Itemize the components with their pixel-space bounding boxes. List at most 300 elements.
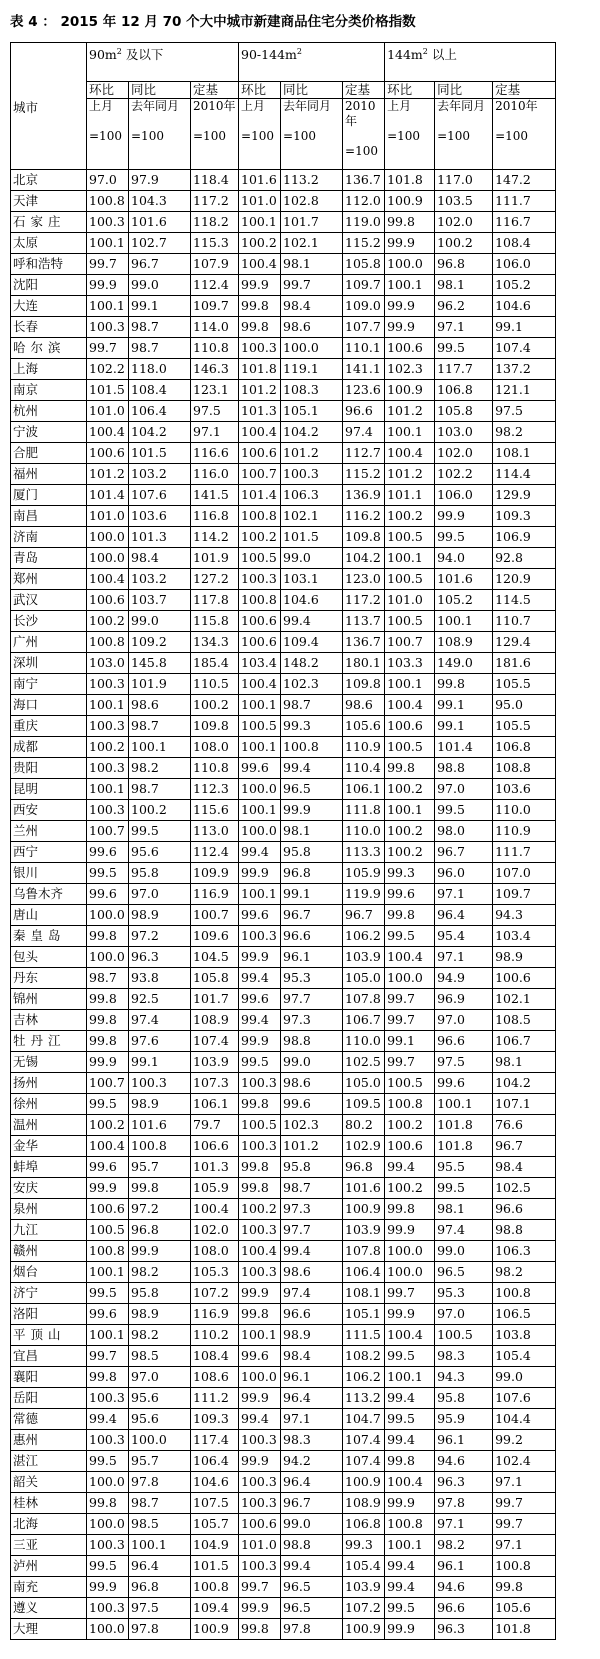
value-cell: 99.7 bbox=[385, 989, 435, 1010]
city-cell: 宁波 bbox=[11, 422, 87, 443]
city-cell: 福州 bbox=[11, 464, 87, 485]
value-cell: 99.7 bbox=[493, 1493, 556, 1514]
value-cell: 100.1 bbox=[239, 212, 281, 233]
value-cell: 92.8 bbox=[493, 548, 556, 569]
value-cell: 100.5 bbox=[239, 716, 281, 737]
value-cell: 107.3 bbox=[191, 1073, 239, 1094]
table-row bbox=[11, 275, 556, 296]
value-cell: 99.4 bbox=[239, 1409, 281, 1430]
value-cell: 101.6 bbox=[435, 569, 493, 590]
value-cell: 101.2 bbox=[239, 380, 281, 401]
value-cell: 107.2 bbox=[191, 1283, 239, 1304]
value-cell: 97.1 bbox=[435, 947, 493, 968]
value-cell: 102.7 bbox=[129, 233, 191, 254]
value-cell: 100.0 bbox=[87, 905, 129, 926]
value-cell: 97.1 bbox=[435, 1514, 493, 1535]
base-basis-header bbox=[191, 99, 239, 170]
value-cell: 95.7 bbox=[129, 1451, 191, 1472]
value-cell: 100.2 bbox=[87, 611, 129, 632]
table-row bbox=[11, 1136, 556, 1157]
value-cell: 110.1 bbox=[343, 338, 385, 359]
value-cell: 102.3 bbox=[281, 674, 343, 695]
value-cell: 104.9 bbox=[191, 1535, 239, 1556]
value-cell: 102.2 bbox=[87, 359, 129, 380]
value-cell: 113.7 bbox=[343, 611, 385, 632]
city-cell: 宜昌 bbox=[11, 1346, 87, 1367]
value-cell: 100.7 bbox=[87, 821, 129, 842]
table-row bbox=[11, 1262, 556, 1283]
value-cell: 99.9 bbox=[435, 506, 493, 527]
value-cell: 97.4 bbox=[343, 422, 385, 443]
value-cell: 95.6 bbox=[129, 1388, 191, 1409]
value-cell: 100.3 bbox=[239, 1493, 281, 1514]
value-cell: 110.8 bbox=[191, 338, 239, 359]
value-cell: 103.2 bbox=[129, 569, 191, 590]
value-cell: 98.3 bbox=[281, 1430, 343, 1451]
yoy-basis-header bbox=[281, 99, 343, 170]
value-cell: 109.5 bbox=[343, 1094, 385, 1115]
value-cell: 96.3 bbox=[435, 1472, 493, 1493]
value-cell: 119.9 bbox=[343, 884, 385, 905]
value-cell: 103.8 bbox=[493, 1325, 556, 1346]
value-cell: 100.1 bbox=[87, 779, 129, 800]
value-cell: 95.4 bbox=[435, 926, 493, 947]
value-cell: 99.5 bbox=[435, 527, 493, 548]
value-cell: 106.4 bbox=[129, 401, 191, 422]
value-cell: 97.0 bbox=[435, 779, 493, 800]
value-cell: 103.1 bbox=[281, 569, 343, 590]
value-cell: 98.2 bbox=[129, 1262, 191, 1283]
value-cell: 94.2 bbox=[281, 1451, 343, 1472]
table-row bbox=[11, 359, 556, 380]
value-cell: 100.5 bbox=[385, 527, 435, 548]
value-cell: 100.3 bbox=[239, 1262, 281, 1283]
value-cell: 100.8 bbox=[385, 1514, 435, 1535]
value-cell: 96.4 bbox=[281, 1472, 343, 1493]
city-cell: 韶关 bbox=[11, 1472, 87, 1493]
value-cell: 100.4 bbox=[87, 1136, 129, 1157]
value-cell: 141.1 bbox=[343, 359, 385, 380]
value-cell: 108.0 bbox=[191, 1241, 239, 1262]
value-cell: 100.0 bbox=[87, 548, 129, 569]
table-row bbox=[11, 1220, 556, 1241]
value-cell: 101.9 bbox=[191, 548, 239, 569]
value-cell: 114.2 bbox=[191, 527, 239, 548]
value-cell: 99.5 bbox=[87, 1283, 129, 1304]
value-cell: 96.7 bbox=[435, 842, 493, 863]
value-cell: 102.1 bbox=[281, 506, 343, 527]
value-cell: 98.1 bbox=[493, 1052, 556, 1073]
value-cell: 104.6 bbox=[281, 590, 343, 611]
value-cell: 100.2 bbox=[385, 1115, 435, 1136]
value-cell: 107.8 bbox=[343, 1241, 385, 1262]
value-cell: 108.8 bbox=[493, 758, 556, 779]
value-cell: 100.8 bbox=[87, 632, 129, 653]
value-cell: 100.0 bbox=[281, 338, 343, 359]
header-row-groups bbox=[11, 43, 556, 82]
value-cell: 99.6 bbox=[281, 1094, 343, 1115]
value-cell: 98.2 bbox=[435, 1535, 493, 1556]
value-cell: 109.3 bbox=[191, 1409, 239, 1430]
city-cell: 深圳 bbox=[11, 653, 87, 674]
value-cell: 115.2 bbox=[343, 464, 385, 485]
table-row bbox=[11, 548, 556, 569]
city-cell: 烟台 bbox=[11, 1262, 87, 1283]
value-cell: 97.8 bbox=[435, 1493, 493, 1514]
value-cell: 99.5 bbox=[385, 1346, 435, 1367]
city-cell: 天津 bbox=[11, 191, 87, 212]
value-cell: 101.0 bbox=[239, 191, 281, 212]
value-cell: 96.8 bbox=[129, 1220, 191, 1241]
city-cell: 常德 bbox=[11, 1409, 87, 1430]
value-cell: 100.5 bbox=[385, 737, 435, 758]
value-cell: 96.1 bbox=[435, 1430, 493, 1451]
value-cell: 100.1 bbox=[239, 884, 281, 905]
value-cell: 97.6 bbox=[129, 1031, 191, 1052]
value-cell: 98.6 bbox=[281, 1262, 343, 1283]
value-cell: 100.5 bbox=[385, 1073, 435, 1094]
table-row bbox=[11, 401, 556, 422]
value-cell: 100.6 bbox=[385, 1136, 435, 1157]
value-cell: 116.7 bbox=[493, 212, 556, 233]
table-row bbox=[11, 338, 556, 359]
value-cell: 100.4 bbox=[239, 1241, 281, 1262]
table-row bbox=[11, 1577, 556, 1598]
city-cell: 广州 bbox=[11, 632, 87, 653]
value-cell: 100.1 bbox=[129, 1535, 191, 1556]
value-cell: 100.1 bbox=[239, 737, 281, 758]
value-cell: 103.5 bbox=[435, 191, 493, 212]
value-cell: 80.2 bbox=[343, 1115, 385, 1136]
value-cell: 95.6 bbox=[129, 842, 191, 863]
value-cell: 100.3 bbox=[239, 569, 281, 590]
value-cell: 99.7 bbox=[87, 254, 129, 275]
value-cell: 103.0 bbox=[87, 653, 129, 674]
table-row bbox=[11, 716, 556, 737]
value-cell: 136.7 bbox=[343, 632, 385, 653]
value-cell: 99.7 bbox=[493, 1514, 556, 1535]
value-cell: 141.5 bbox=[191, 485, 239, 506]
value-cell: 99.9 bbox=[239, 275, 281, 296]
value-cell: 101.8 bbox=[435, 1115, 493, 1136]
page-title: 表 4 ： 2015 年 12 月 70 个大中城市新建商品住宅分类价格指数 bbox=[10, 14, 416, 30]
value-cell: 97.1 bbox=[435, 317, 493, 338]
group-header-large: $144m^2$ 以上 bbox=[385, 43, 556, 82]
table-row bbox=[11, 821, 556, 842]
city-cell: 唐山 bbox=[11, 905, 87, 926]
value-cell: 100.0 bbox=[87, 1619, 129, 1640]
value-cell: 106.8 bbox=[493, 737, 556, 758]
value-cell: 98.7 bbox=[281, 1178, 343, 1199]
table-row bbox=[11, 632, 556, 653]
value-cell: 100.9 bbox=[343, 1619, 385, 1640]
value-cell: 105.4 bbox=[343, 1556, 385, 1577]
value-cell: 108.6 bbox=[191, 1367, 239, 1388]
value-cell: 95.8 bbox=[435, 1388, 493, 1409]
group-header-medium: $90-144m^2$ bbox=[239, 43, 385, 82]
value-cell: 112.7 bbox=[343, 443, 385, 464]
value-cell: 98.4 bbox=[493, 1157, 556, 1178]
value-cell: 96.7 bbox=[343, 905, 385, 926]
value-cell: 96.0 bbox=[435, 863, 493, 884]
value-cell: 105.7 bbox=[191, 1514, 239, 1535]
city-cell: 桂林 bbox=[11, 1493, 87, 1514]
city-cell: 大理 bbox=[11, 1619, 87, 1640]
table-row bbox=[11, 674, 556, 695]
value-cell: 99.8 bbox=[87, 1367, 129, 1388]
value-cell: 93.8 bbox=[129, 968, 191, 989]
value-cell: 100.5 bbox=[435, 1325, 493, 1346]
value-cell: 100.2 bbox=[87, 737, 129, 758]
city-cell: 平顶山 bbox=[11, 1325, 87, 1346]
value-cell: 98.1 bbox=[435, 1199, 493, 1220]
value-cell: 100.9 bbox=[191, 1619, 239, 1640]
value-cell: 105.1 bbox=[281, 401, 343, 422]
value-cell: 98.9 bbox=[493, 947, 556, 968]
value-cell: 99.3 bbox=[385, 863, 435, 884]
value-cell: 101.0 bbox=[385, 590, 435, 611]
city-cell: 成都 bbox=[11, 737, 87, 758]
value-cell: 101.6 bbox=[343, 1178, 385, 1199]
value-cell: 113.0 bbox=[191, 821, 239, 842]
value-cell: 109.8 bbox=[191, 716, 239, 737]
value-cell: 104.7 bbox=[343, 1409, 385, 1430]
value-cell: 98.9 bbox=[281, 1325, 343, 1346]
value-cell: 100.7 bbox=[239, 464, 281, 485]
value-cell: 100.1 bbox=[87, 695, 129, 716]
value-cell: 101.9 bbox=[129, 674, 191, 695]
value-cell: 99.8 bbox=[385, 1451, 435, 1472]
value-cell: 99.5 bbox=[385, 1409, 435, 1430]
value-cell: 79.7 bbox=[191, 1115, 239, 1136]
value-cell: 100.7 bbox=[191, 905, 239, 926]
value-cell: 100.0 bbox=[385, 254, 435, 275]
value-cell: 100.2 bbox=[239, 527, 281, 548]
value-cell: 104.5 bbox=[191, 947, 239, 968]
value-cell: 99.6 bbox=[239, 905, 281, 926]
table-row bbox=[11, 1010, 556, 1031]
value-cell: 115.2 bbox=[343, 233, 385, 254]
city-cell: 泸州 bbox=[11, 1556, 87, 1577]
value-cell: 116.2 bbox=[343, 506, 385, 527]
table-row bbox=[11, 1472, 556, 1493]
value-cell: 99.9 bbox=[239, 1283, 281, 1304]
value-cell: 99.3 bbox=[343, 1535, 385, 1556]
value-cell: 99.7 bbox=[385, 1010, 435, 1031]
value-cell: 100.1 bbox=[239, 695, 281, 716]
basis-label: 2010年 bbox=[495, 99, 538, 113]
value-cell: 99.8 bbox=[239, 1157, 281, 1178]
value-cell: 99.8 bbox=[239, 1178, 281, 1199]
value-cell: 95.5 bbox=[435, 1157, 493, 1178]
value-cell: 109.4 bbox=[281, 632, 343, 653]
value-cell: 105.8 bbox=[343, 254, 385, 275]
value-cell: 97.4 bbox=[435, 1220, 493, 1241]
value-cell: 99.9 bbox=[239, 1598, 281, 1619]
table-row bbox=[11, 422, 556, 443]
value-cell: 104.4 bbox=[493, 1409, 556, 1430]
value-cell: 99.4 bbox=[281, 1556, 343, 1577]
value-cell: 103.6 bbox=[129, 506, 191, 527]
city-cell: 大连 bbox=[11, 296, 87, 317]
value-cell: 107.4 bbox=[493, 338, 556, 359]
value-cell: 99.3 bbox=[281, 716, 343, 737]
value-cell: 99.5 bbox=[435, 1178, 493, 1199]
value-cell: 103.2 bbox=[129, 464, 191, 485]
value-cell: 109.8 bbox=[343, 527, 385, 548]
value-cell: 99.9 bbox=[129, 1241, 191, 1262]
table-row bbox=[11, 380, 556, 401]
value-cell: 96.9 bbox=[435, 989, 493, 1010]
value-cell: 101.3 bbox=[191, 1157, 239, 1178]
value-cell: 112.4 bbox=[191, 275, 239, 296]
value-cell: 106.8 bbox=[435, 380, 493, 401]
table-row bbox=[11, 737, 556, 758]
value-cell: 102.0 bbox=[435, 212, 493, 233]
value-cell: 100.3 bbox=[129, 1073, 191, 1094]
value-cell: 99.8 bbox=[385, 905, 435, 926]
value-cell: 105.4 bbox=[493, 1346, 556, 1367]
value-cell: 97.8 bbox=[281, 1619, 343, 1640]
value-cell: 100.2 bbox=[385, 842, 435, 863]
value-cell: 100.1 bbox=[385, 422, 435, 443]
value-cell: 100.6 bbox=[239, 1514, 281, 1535]
value-cell: 100.6 bbox=[493, 968, 556, 989]
value-cell: 99.8 bbox=[239, 1304, 281, 1325]
table-row bbox=[11, 485, 556, 506]
value-cell: 99.6 bbox=[239, 1346, 281, 1367]
table-row bbox=[11, 779, 556, 800]
value-cell: 101.2 bbox=[385, 464, 435, 485]
value-cell: 104.3 bbox=[129, 191, 191, 212]
value-cell: 100.3 bbox=[239, 1430, 281, 1451]
value-cell: 98.4 bbox=[281, 1346, 343, 1367]
value-cell: 103.9 bbox=[343, 947, 385, 968]
table-row bbox=[11, 947, 556, 968]
value-cell: 99.4 bbox=[385, 1157, 435, 1178]
table-row bbox=[11, 1073, 556, 1094]
value-cell: 101.0 bbox=[87, 506, 129, 527]
value-cell: 180.1 bbox=[343, 653, 385, 674]
table-row bbox=[11, 842, 556, 863]
city-cell: 徐州 bbox=[11, 1094, 87, 1115]
city-cell: 石家庄 bbox=[11, 212, 87, 233]
value-cell: 97.0 bbox=[435, 1010, 493, 1031]
value-cell: 101.0 bbox=[239, 1535, 281, 1556]
basis-label: 去年同月 bbox=[283, 99, 332, 113]
value-cell: 101.2 bbox=[281, 1136, 343, 1157]
value-cell: 99.1 bbox=[129, 296, 191, 317]
value-cell: 113.2 bbox=[281, 170, 343, 191]
table-row bbox=[11, 905, 556, 926]
value-cell: 101.5 bbox=[191, 1556, 239, 1577]
value-cell: 103.4 bbox=[493, 926, 556, 947]
yoy-header: 同比 bbox=[281, 82, 343, 99]
value-cell: 100.3 bbox=[281, 464, 343, 485]
header-row-basis bbox=[11, 99, 556, 170]
table-row bbox=[11, 884, 556, 905]
value-cell: 98.7 bbox=[129, 338, 191, 359]
value-cell: 119.1 bbox=[281, 359, 343, 380]
city-cell: 南充 bbox=[11, 1577, 87, 1598]
value-cell: 99.6 bbox=[385, 884, 435, 905]
value-cell: 97.5 bbox=[435, 1052, 493, 1073]
value-cell: 99.5 bbox=[87, 1451, 129, 1472]
value-cell: 102.5 bbox=[343, 1052, 385, 1073]
value-cell: 100.1 bbox=[87, 1325, 129, 1346]
value-cell: 95.3 bbox=[435, 1283, 493, 1304]
table-row bbox=[11, 1451, 556, 1472]
base-header: 定基 bbox=[493, 82, 556, 99]
value-cell: 101.2 bbox=[87, 464, 129, 485]
table-row bbox=[11, 1346, 556, 1367]
value-cell: 99.9 bbox=[239, 947, 281, 968]
value-cell: 97.4 bbox=[129, 1010, 191, 1031]
value-cell: 108.5 bbox=[493, 1010, 556, 1031]
value-cell: 100.1 bbox=[385, 1367, 435, 1388]
value-cell: 100.0 bbox=[385, 968, 435, 989]
value-cell: 106.2 bbox=[343, 1367, 385, 1388]
value-cell: 94.0 bbox=[435, 548, 493, 569]
value-cell: 102.2 bbox=[435, 464, 493, 485]
value-cell: 106.8 bbox=[343, 1514, 385, 1535]
city-cell: 上海 bbox=[11, 359, 87, 380]
value-cell: 96.4 bbox=[281, 1388, 343, 1409]
value-cell: 100.3 bbox=[87, 1598, 129, 1619]
value-cell: 99.9 bbox=[281, 800, 343, 821]
value-cell: 101.5 bbox=[129, 443, 191, 464]
value-cell: 116.6 bbox=[191, 443, 239, 464]
value-cell: 97.3 bbox=[281, 1010, 343, 1031]
value-cell: 110.9 bbox=[343, 737, 385, 758]
city-cell: 济宁 bbox=[11, 1283, 87, 1304]
value-cell: 108.4 bbox=[493, 233, 556, 254]
value-cell: 100.6 bbox=[385, 716, 435, 737]
basis-label: 上月 bbox=[387, 99, 412, 113]
value-cell: 98.8 bbox=[435, 758, 493, 779]
value-cell: 107.5 bbox=[191, 1493, 239, 1514]
value-cell: 100.3 bbox=[87, 1388, 129, 1409]
value-cell: 98.8 bbox=[281, 1031, 343, 1052]
value-cell: 99.8 bbox=[239, 317, 281, 338]
value-cell: 110.9 bbox=[493, 821, 556, 842]
value-cell: 99.5 bbox=[87, 1556, 129, 1577]
value-cell: 102.9 bbox=[343, 1136, 385, 1157]
value-cell: 98.2 bbox=[129, 758, 191, 779]
value-cell: 123.0 bbox=[343, 569, 385, 590]
value-cell: 76.6 bbox=[493, 1115, 556, 1136]
basis-eq-label: =100 bbox=[387, 129, 421, 143]
city-cell: 岳阳 bbox=[11, 1388, 87, 1409]
basis-label: 2010年 bbox=[193, 99, 236, 113]
table-row bbox=[11, 1325, 556, 1346]
value-cell: 102.3 bbox=[281, 1115, 343, 1136]
mom-header: 环比 bbox=[87, 82, 129, 99]
value-cell: 185.4 bbox=[191, 653, 239, 674]
value-cell: 118.0 bbox=[129, 359, 191, 380]
table-row bbox=[11, 590, 556, 611]
value-cell: 136.7 bbox=[343, 170, 385, 191]
value-cell: 96.7 bbox=[493, 1136, 556, 1157]
value-cell: 97.8 bbox=[129, 1619, 191, 1640]
basis-label: 上月 bbox=[89, 99, 114, 113]
city-cell: 惠州 bbox=[11, 1430, 87, 1451]
table-row bbox=[11, 464, 556, 485]
value-cell: 99.8 bbox=[239, 1094, 281, 1115]
mom-basis-header bbox=[239, 99, 281, 170]
value-cell: 103.0 bbox=[435, 422, 493, 443]
value-cell: 105.5 bbox=[493, 716, 556, 737]
